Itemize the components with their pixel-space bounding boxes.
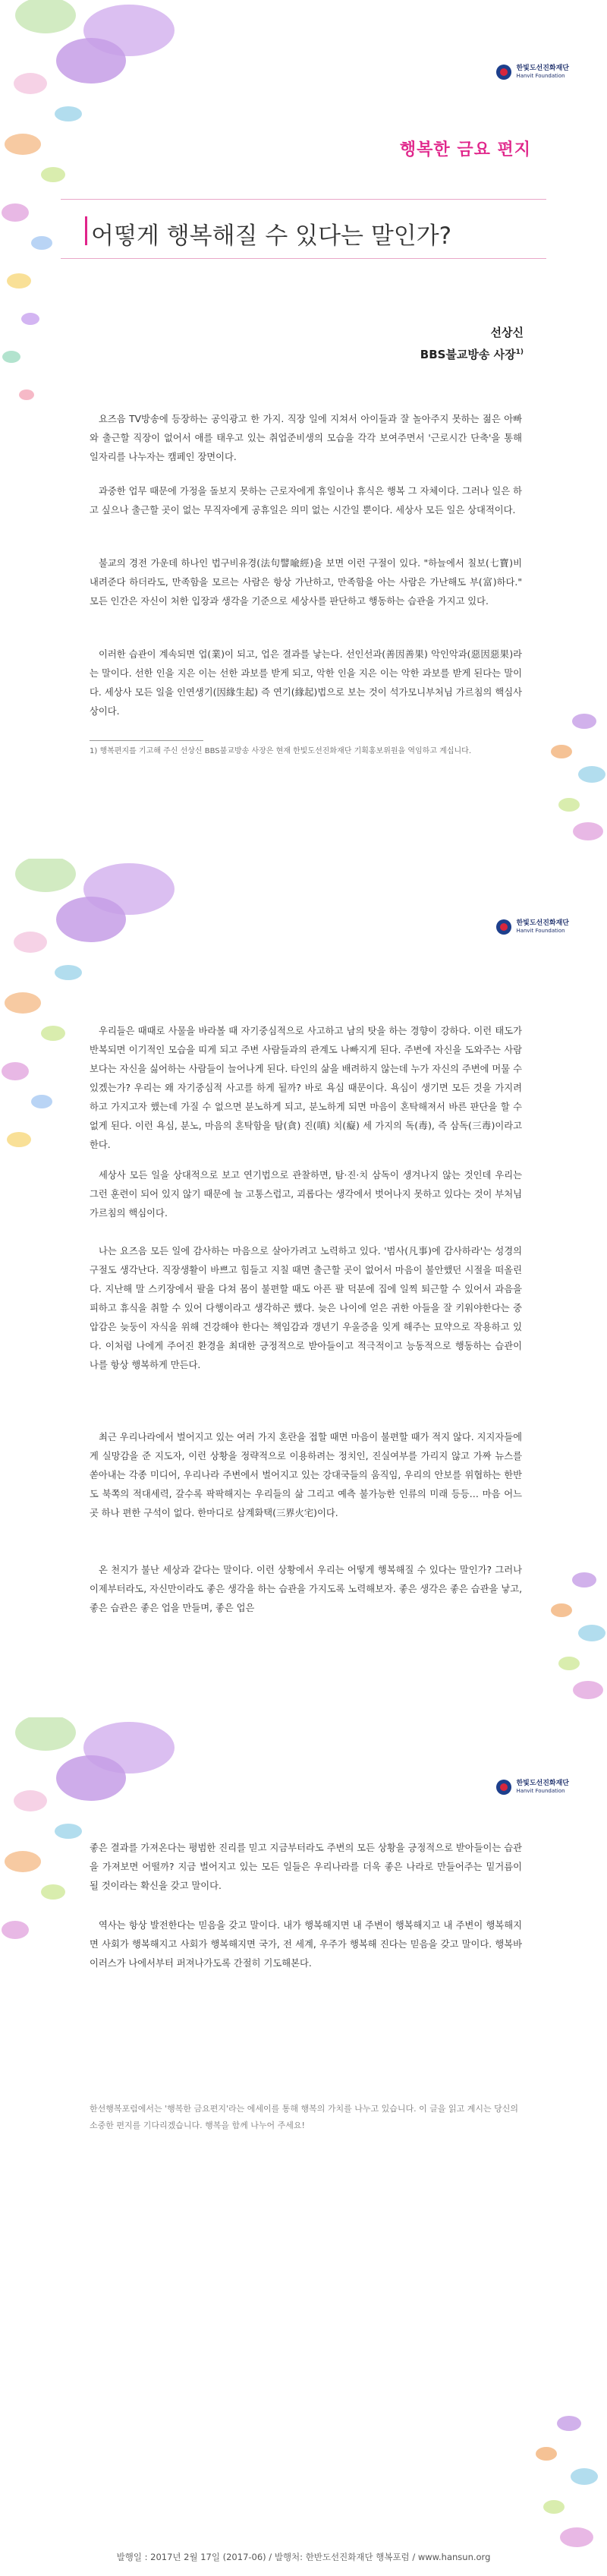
- series-title: 행복한 금요 편지: [399, 140, 531, 159]
- logo-name: 한빛도선진화재단: [516, 65, 569, 72]
- paragraph-5: 우리들은 때때로 사물을 바라볼 때 자기중심적으로 사고하고 남의 탓을 하는 경향이 강하다. 이런 태도가 반복되면 이기적인 모습을 띠게 되고 주변 사람들과의 관계도 나빠지게 된다. 주변에 자신을 도와주는 사람보다는 자신을 싫어하는 사람들이 늘어나게 된다. 타인의 삶을 배려하지 않는데 누가 자신의 주변에 머물 수 있겠는가? 우리는 왜 자기중심적 사고를 하게 될까? 바로 욕심 때문이다. 욕심이 생기면 모든 것을 가지려 하고 가지고자 했는데 가질 수 없으면 분노하게 되고, 분노하게 되면 마음이 혼탁해져서 바른 판단을 할 수 없게 된다. 이런 욕심, 분노, 마음의 혼탁함을 탐(貪) 진(嗔) 치(癡) 세 가지의 독(毒), 즉 삼독(三毒)이라고 한다.: [90, 1026, 522, 1150]
- foundation-logo: [496, 65, 569, 80]
- author-block: [420, 323, 524, 364]
- foundation-logo-icon: [496, 65, 511, 80]
- page-1: [0, 0, 607, 858]
- closing-note: 한선행복포럼에서는 '행복한 금요편지'라는 에세이를 통해 행복의 가치를 나누고 있습니다. 이 글을 읽고 계시는 당신의 소중한 편지를 기다리겠습니다. 행복을 함께 나누어 주세요!: [90, 2104, 519, 2130]
- paragraph-6: 세상사 모든 일을 상대적으로 보고 연기법으로 관찰하면, 탐·진·치 삼독이 생겨나지 않는 것인데 우리는 그런 훈련이 되어 있지 않기 때문에 늘 고통스럽고, 괴롭다는 생각에서 벗어나지 못하고 있다는 것이 부처님 가르침의 핵심이다.: [90, 1170, 522, 1219]
- foundation-logo-icon: [496, 919, 511, 935]
- page-3: [0, 1717, 607, 2576]
- logo-sub: Hanvit Foundation: [516, 73, 565, 79]
- floral-decoration-top-left: [0, 0, 182, 425]
- footnote-divider: [90, 740, 203, 741]
- page-2: [0, 859, 607, 1717]
- logo-sub: Hanvit Foundation: [516, 1788, 565, 1794]
- footnote: 1) 행복편지를 기고해 주신 선상신 BBS불교방송 사장은 현재 한빛도선진화재단 기획홍보위원을 역임하고 계십니다.: [90, 747, 472, 755]
- floral-decoration-bottom-right-2: [516, 1557, 607, 1717]
- paragraph-10: 좋은 결과를 가져온다는 평범한 진리를 믿고 지금부터라도 주변의 모든 상황을 긍정적으로 받아들이는 습관을 가져보면 어떨까? 지금 벌어지고 있는 모든 일들은 우리나라를 더욱 좋은 나라로 만들어주는 밑거름이 될 것이라는 확신을 갖고 말이다.: [90, 1843, 522, 1891]
- paragraph-1: 요즈음 TV방송에 등장하는 공익광고 한 가지. 직장 일에 지쳐서 아이들과 잘 놀아주지 못하는 젊은 아빠와 출근할 직장이 없어서 애를 태우고 있는 취업준비생의 모습을 각각 보여주면서 '근로시간 단축'을 통해 일자리를 나누자는 캠페인 장면이다.: [90, 414, 522, 462]
- paragraph-4: 이러한 습관이 계속되면 업(業)이 되고, 업은 결과를 낳는다. 선인선과(善因善果) 악인악과(惡因惡果)라는 말이다. 선한 인을 지은 이는 선한 과보를 받게 되고, 악한 인을 지은 이는 악한 과보를 받게 된다는 말이다. 세상사 모든 일을 인연생기(因緣生起) 즉 연기(緣起)법으로 보는 것이 석가모니부처님 가르침의 핵심사상이다.: [90, 649, 522, 717]
- paragraph-2: 과중한 업무 때문에 가정을 돌보지 못하는 근로자에게 휴일이나 휴식은 행복 그 자체이다. 그러나 일은 하고 싶으나 출근할 곳이 없는 무직자에게 공휴일은 의미 없는 시간일 뿐이다. 세상사 모든 일은 상대적이다.: [90, 486, 522, 516]
- author-note-mark: 1): [515, 348, 524, 356]
- floral-decoration-bottom-right-3: [501, 2401, 607, 2575]
- title-top-line: [61, 199, 546, 200]
- page-title: 어떻게 행복해질 수 있다는 말인가?: [91, 222, 452, 250]
- paragraph-8: 최근 우리나라에서 벌어지고 있는 여러 가지 혼란을 접할 때면 마음이 불편할 때가 적지 않다. 지지자들에게 실망감을 준 지도자, 이런 상황을 정략적으로 이용하려는 정치인, 진실여부를 가리지 않고 가짜 뉴스를 쏟아내는 각종 미디어, 우리나라 주변에서 벌어지고 있는 강대국들의 움직임, 우리의 안보를 위협하는 한반도 북쪽의 적대세력, 갈수록 팍팍해지는 우리들의 삶 그리고 예측 불가능한 인류의 미래 등등… 마음 어느 곳 하나 편한 구석이 없다. 한마디로 삼계화택(三界火宅)이다.: [90, 1432, 522, 1518]
- logo-name: 한빛도선진화재단: [516, 1780, 569, 1787]
- foundation-logo-icon: [496, 1780, 511, 1795]
- paragraph-11: 역사는 항상 발전한다는 믿음을 갖고 말이다. 내가 행복해지면 내 주변이 행복해지고 내 주변이 행복해지면 사회가 행복해지고 사회가 행복해지면 국가, 전 세계, 우주가 행복해 진다는 믿음을 갖고 말이다. 행복바이러스가 나에서부터 퍼져나가도록 간절히 기도해본다.: [90, 1920, 522, 1969]
- publish-info: 발행일 : 2017년 2월 17일 (2017-06) / 발행처: 한반도선진화재단 행복포럼 / www.hansun.org: [116, 2552, 491, 2562]
- floral-decoration-bottom-right: [516, 698, 607, 858]
- author-name: 선상신: [490, 326, 524, 339]
- foundation-logo-3: [496, 1780, 569, 1795]
- logo-sub: Hanvit Foundation: [516, 928, 565, 934]
- author-position: BBS불교방송 사장: [420, 348, 516, 361]
- paragraph-9: 온 천지가 불난 세상과 같다는 말이다. 이런 상황에서 우리는 어떻게 행복해질 수 있다는 말인가? 그러나 이제부터라도, 자신만이라도 좋은 생각을 하는 습관을 가지도록 노력해보자. 좋은 생각은 좋은 습관을 낳고, 좋은 습관은 좋은 업을 만들며, 좋은 업은: [90, 1565, 522, 1613]
- title-bottom-line: [61, 258, 546, 259]
- logo-name: 한빛도선진화재단: [516, 919, 569, 927]
- foundation-logo-2: [496, 919, 569, 935]
- paragraph-3: 불교의 경전 가운데 하나인 법구비유경(法句譬喩經)을 보면 이런 구절이 있다. "하늘에서 칠보(七寶)비 내려준다 하더라도, 만족함을 모르는 사람은 항상 가난하고, 만족함을 아는 사람은 가난해도 부(富)하다." 모든 인간은 자신이 처한 입장과 생각을 기준으로 세상사를 판단하고 행동하는 습관을 가지고 있다.: [90, 558, 522, 607]
- paragraph-7: 나는 요즈음 모든 일에 감사하는 마음으로 살아가려고 노력하고 있다. '범사(凡事)에 감사하라'는 성경의 구절도 생각난다. 직장생활이 바쁘고 힘들고 지칠 때면 출근할 곳이 없어서 마음이 불안했던 시절을 떠올린다. 지난해 말 스키장에서 팔을 다쳐 몸이 불편할 때도 아픈 팔 덕분에 집에 일찍 퇴근할 수 있어서 과음을 피하고 휴식을 취할 수 있어 다행이라고 생각하곤 했다. 늦은 나이에 얻은 귀한 아들을 잘 키워야한다는 중압감은 늦둥이 자식을 위해 건강해야 한다는 책임감과 갱년기 우울증을 잊게 해주는 묘약으로 작용하고 있다. 이처럼 나에게 주어진 환경을 최대한 긍정적으로 받아들이고 적극적이고 능동적으로 행동하는 습관이 나를 항상 행복하게 만든다.: [90, 1246, 522, 1370]
- title-accent-bar: [85, 216, 87, 245]
